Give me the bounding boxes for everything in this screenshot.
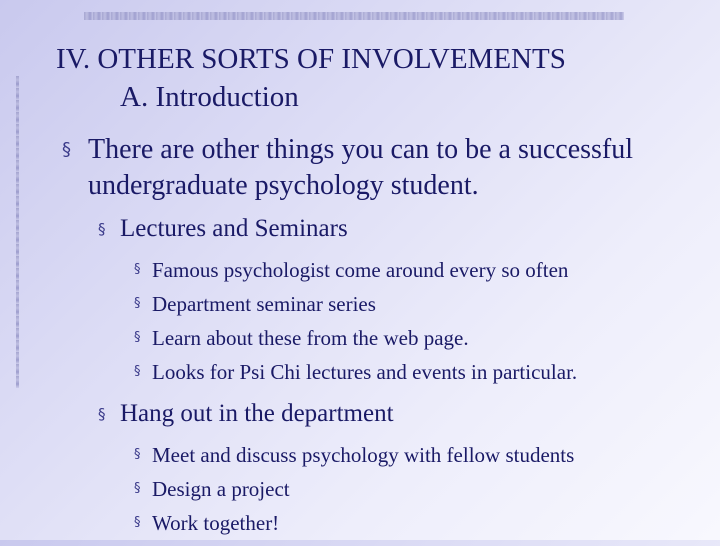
list-item-text: Looks for Psi Chi lectures and events in particular. xyxy=(152,360,578,384)
bullet-icon: § xyxy=(134,515,141,530)
list-item-text: Work together! xyxy=(152,511,280,535)
main-point-text: There are other things you can to be a successful undergraduate psychology student. xyxy=(88,134,634,201)
list-item xyxy=(134,355,720,389)
department-list xyxy=(0,438,720,540)
list-item-text: Department seminar series xyxy=(152,292,376,316)
bullet-icon: § xyxy=(98,220,106,238)
section-heading-lectures xyxy=(98,214,720,244)
section-heading-department xyxy=(98,399,720,429)
bullet-icon: § xyxy=(98,405,106,423)
bullet-icon: § xyxy=(134,364,141,379)
bullet-icon: § xyxy=(134,447,141,462)
list-item-text: Learn about these from the web page. xyxy=(152,326,469,350)
bullet-icon: § xyxy=(134,330,141,345)
slide-title xyxy=(56,40,566,116)
bullet-icon: § xyxy=(134,481,141,496)
list-item xyxy=(134,321,720,355)
list-item xyxy=(134,287,720,321)
list-item-text: Design a project xyxy=(152,477,290,501)
main-point xyxy=(62,132,712,204)
lectures-list xyxy=(0,253,720,389)
list-item xyxy=(134,472,720,506)
section-heading-text: Lectures and Seminars xyxy=(120,215,348,242)
list-item xyxy=(134,506,720,540)
bullet-icon: § xyxy=(134,262,141,277)
list-item-text: Meet and discuss psychology with fellow students xyxy=(152,443,575,467)
top-decorative-rule xyxy=(84,12,624,20)
bullet-icon: § xyxy=(62,139,71,160)
title-line-1: IV. OTHER SORTS OF INVOLVEMENTS xyxy=(56,43,566,75)
list-item xyxy=(134,438,720,472)
slide-content xyxy=(0,132,720,546)
list-item xyxy=(134,253,720,287)
title-line-2: A. Introduction xyxy=(120,81,299,113)
section-heading-text: Hang out in the department xyxy=(120,400,394,427)
bullet-icon: § xyxy=(134,296,141,311)
list-item-text: Famous psychologist come around every so often xyxy=(152,258,569,282)
